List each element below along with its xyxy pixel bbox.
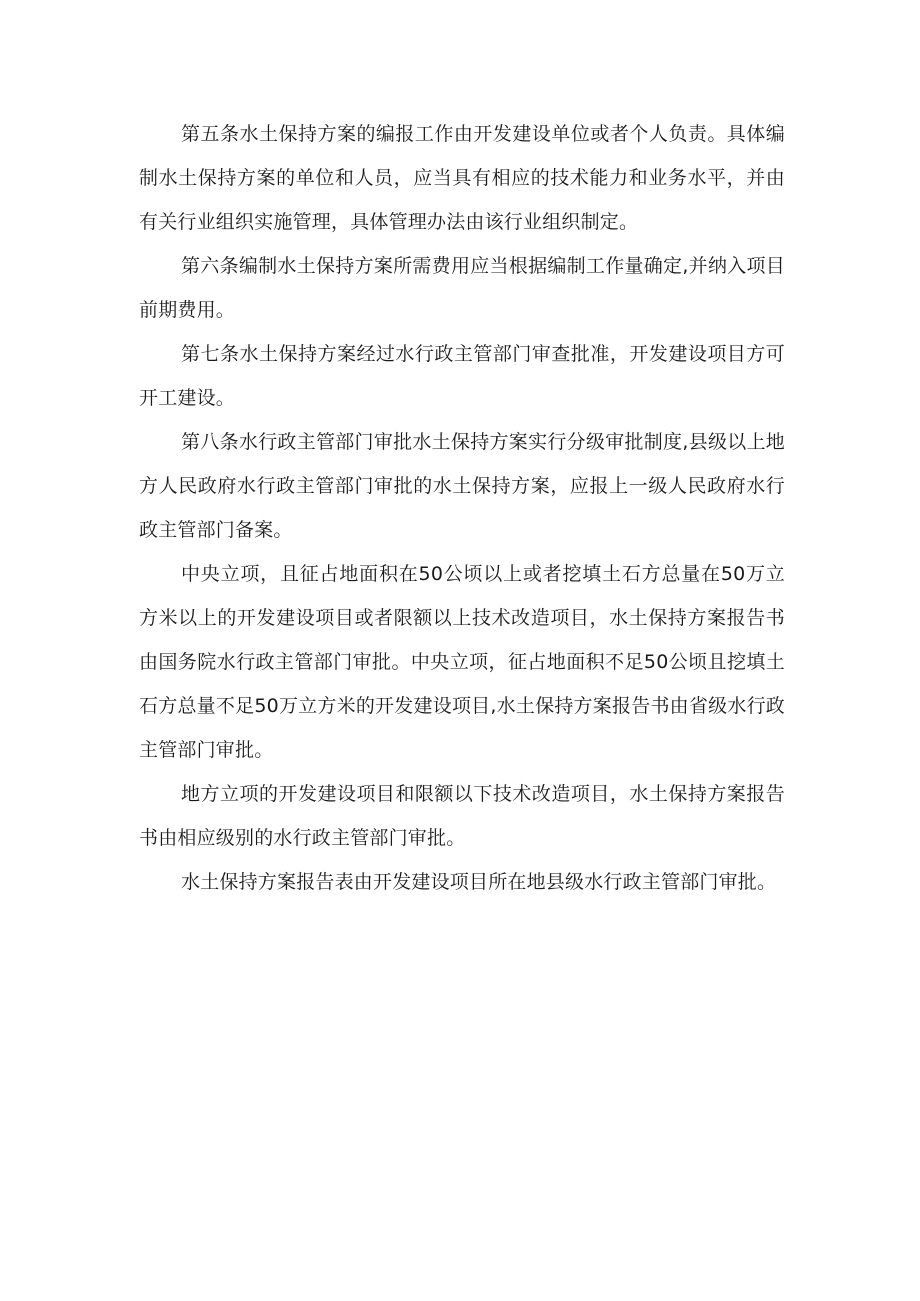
article-7-paragraph: 第七条水土保持方案经过水行政主管部门审查批准，开发建设项目方可开工建设。: [139, 343, 785, 409]
document-body: [139, 112, 785, 904]
central-project-paragraph: 中央立项，且征占地面积在50公顷以上或者挖填土石方总量在50万立方米以上的开发建设项目或者限额以上技术改造项目，水土保持方案报告书由国务院水行政主管部门审批。中央立项，征占地面积不足50公顷且挖填土石方总量不足50万立方米的开发建设项目,水土保持方案报告书由省级水行政主管部门审批。: [139, 563, 785, 761]
article-8-paragraph: 第八条水行政主管部门审批水土保持方案实行分级审批制度,县级以上地方人民政府水行政主管部门审批的水土保持方案，应报上一级人民政府水行政主管部门备案。: [139, 431, 785, 541]
article-5-paragraph: 第五条水土保持方案的编报工作由开发建设单位或者个人负责。具体编制水土保持方案的单位和人员，应当具有相应的技术能力和业务水平，并由有关行业组织实施管理，具体管理办法由该行业组织制定。: [139, 123, 785, 233]
article-6-paragraph: 第六条编制水土保持方案所需费用应当根据编制工作量确定,并纳入项目前期费用。: [139, 255, 785, 321]
local-project-paragraph: 地方立项的开发建设项目和限额以下技术改造项目，水土保持方案报告书由相应级别的水行政主管部门审批。: [139, 783, 785, 849]
report-form-paragraph: 水土保持方案报告表由开发建设项目所在地县级水行政主管部门审批。: [181, 871, 777, 893]
